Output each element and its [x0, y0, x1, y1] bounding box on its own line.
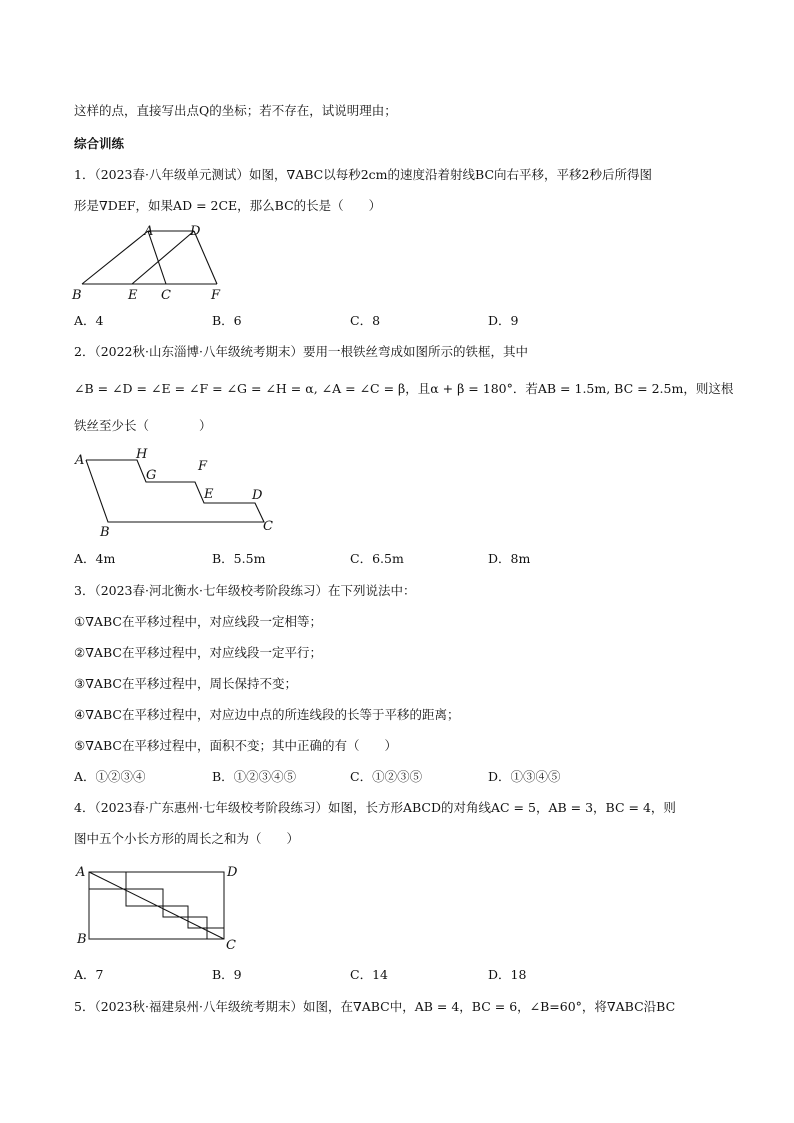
- q2-text-line3: 铁丝至少长（ ）: [74, 418, 212, 433]
- q4-option-b: B．9: [212, 967, 242, 982]
- fig3-label-b: B: [77, 932, 87, 947]
- q3-option-c: C．①②③⑤: [350, 769, 423, 784]
- fig1-label-b: B: [72, 288, 82, 303]
- q3-statement-5: ⑤∇ABC在平移过程中，面积不变；其中正确的有（ ）: [74, 738, 397, 753]
- fig1-label-a: A: [144, 224, 154, 239]
- q3-option-a: A．①②③④: [74, 769, 146, 784]
- intro-line: 这样的点，直接写出点Q的坐标；若不存在，试说明理由；: [74, 103, 397, 118]
- q4-figure: [72, 860, 252, 954]
- fig2-label-h: H: [136, 447, 148, 462]
- q3-statement-4: ④∇ABC在平移过程中，对应边中点的所连线段的长等于平移的距离；: [74, 707, 460, 722]
- q5-text-line1: 5．（2023秋·福建泉州·八年级统考期末）如图，在∇ABC中，AB = 4，BC = 6，∠B=60°，将∇ABC沿BC: [74, 999, 676, 1014]
- q2-text-line2: ∠B = ∠D = ∠E = ∠F = ∠G = ∠H = α, ∠A = ∠C = β，且α + β = 180°．若AB = 1.5m, BC = 2.5m，则这根: [74, 381, 734, 396]
- q2-text-line1: 2．（2022秋·山东淄博·八年级统考期末）要用一根铁丝弯成如图所示的铁框，其中: [74, 344, 528, 359]
- q1-option-b: B．6: [212, 313, 242, 328]
- q2-figure: [70, 446, 280, 542]
- fig2-label-d: D: [252, 488, 263, 503]
- q2-option-d: D．8m: [488, 551, 531, 566]
- fig3-label-a: A: [76, 865, 86, 880]
- q1-text-line2: 形是∇DEF，如果AD = 2CE，那么BC的长是（ ）: [74, 198, 382, 213]
- fig2-label-c: C: [263, 519, 273, 534]
- fig3-label-d: D: [227, 865, 238, 880]
- q4-option-a: A．7: [74, 967, 104, 982]
- q4-text-line2: 图中五个小长方形的周长之和为（ ）: [74, 831, 300, 846]
- section-heading: 综合训练: [74, 136, 125, 151]
- q2-option-c: C．6.5m: [350, 551, 404, 566]
- fig1-label-f: F: [211, 288, 221, 303]
- q3-statement-1: ①∇ABC在平移过程中，对应线段一定相等；: [74, 614, 322, 629]
- q1-option-a: A．4: [74, 313, 104, 328]
- q1-option-d: D．9: [488, 313, 519, 328]
- q2-option-a: A．4m: [74, 551, 116, 566]
- q3-option-d: D．①③④⑤: [488, 769, 561, 784]
- fig2-label-f: F: [198, 459, 208, 474]
- fig2-label-g: G: [146, 468, 157, 483]
- q1-figure: [68, 222, 238, 304]
- q3-option-b: B．①②③④⑤: [212, 769, 297, 784]
- q3-statement-3: ③∇ABC在平移过程中，周长保持不变；: [74, 676, 297, 691]
- fig2-label-a: A: [75, 453, 85, 468]
- q2-option-b: B．5.5m: [212, 551, 266, 566]
- q3-statement-2: ②∇ABC在平移过程中，对应线段一定平行；: [74, 645, 322, 660]
- fig1-label-c: C: [161, 288, 171, 303]
- q1-text-line1: 1．（2023春·八年级单元测试）如图，∇ABC以每秒2cm的速度沿着射线BC向右平移，平移2秒后所得图: [74, 167, 652, 182]
- fig2-label-e: E: [204, 487, 214, 502]
- fig1-label-e: E: [128, 288, 138, 303]
- q4-option-c: C．14: [350, 967, 388, 982]
- fig3-label-c: C: [226, 938, 236, 953]
- fig1-label-d: D: [190, 224, 201, 239]
- q4-option-d: D．18: [488, 967, 527, 982]
- q3-text-line1: 3．（2023春·河北衡水·七年级校考阶段练习）在下列说法中：: [74, 583, 416, 598]
- q4-text-line1: 4．（2023春·广东惠州·七年级校考阶段练习）如图，长方形ABCD的对角线AC = 5，AB = 3，BC = 4，则: [74, 800, 676, 815]
- fig2-label-b: B: [100, 525, 110, 540]
- q1-option-c: C．8: [350, 313, 381, 328]
